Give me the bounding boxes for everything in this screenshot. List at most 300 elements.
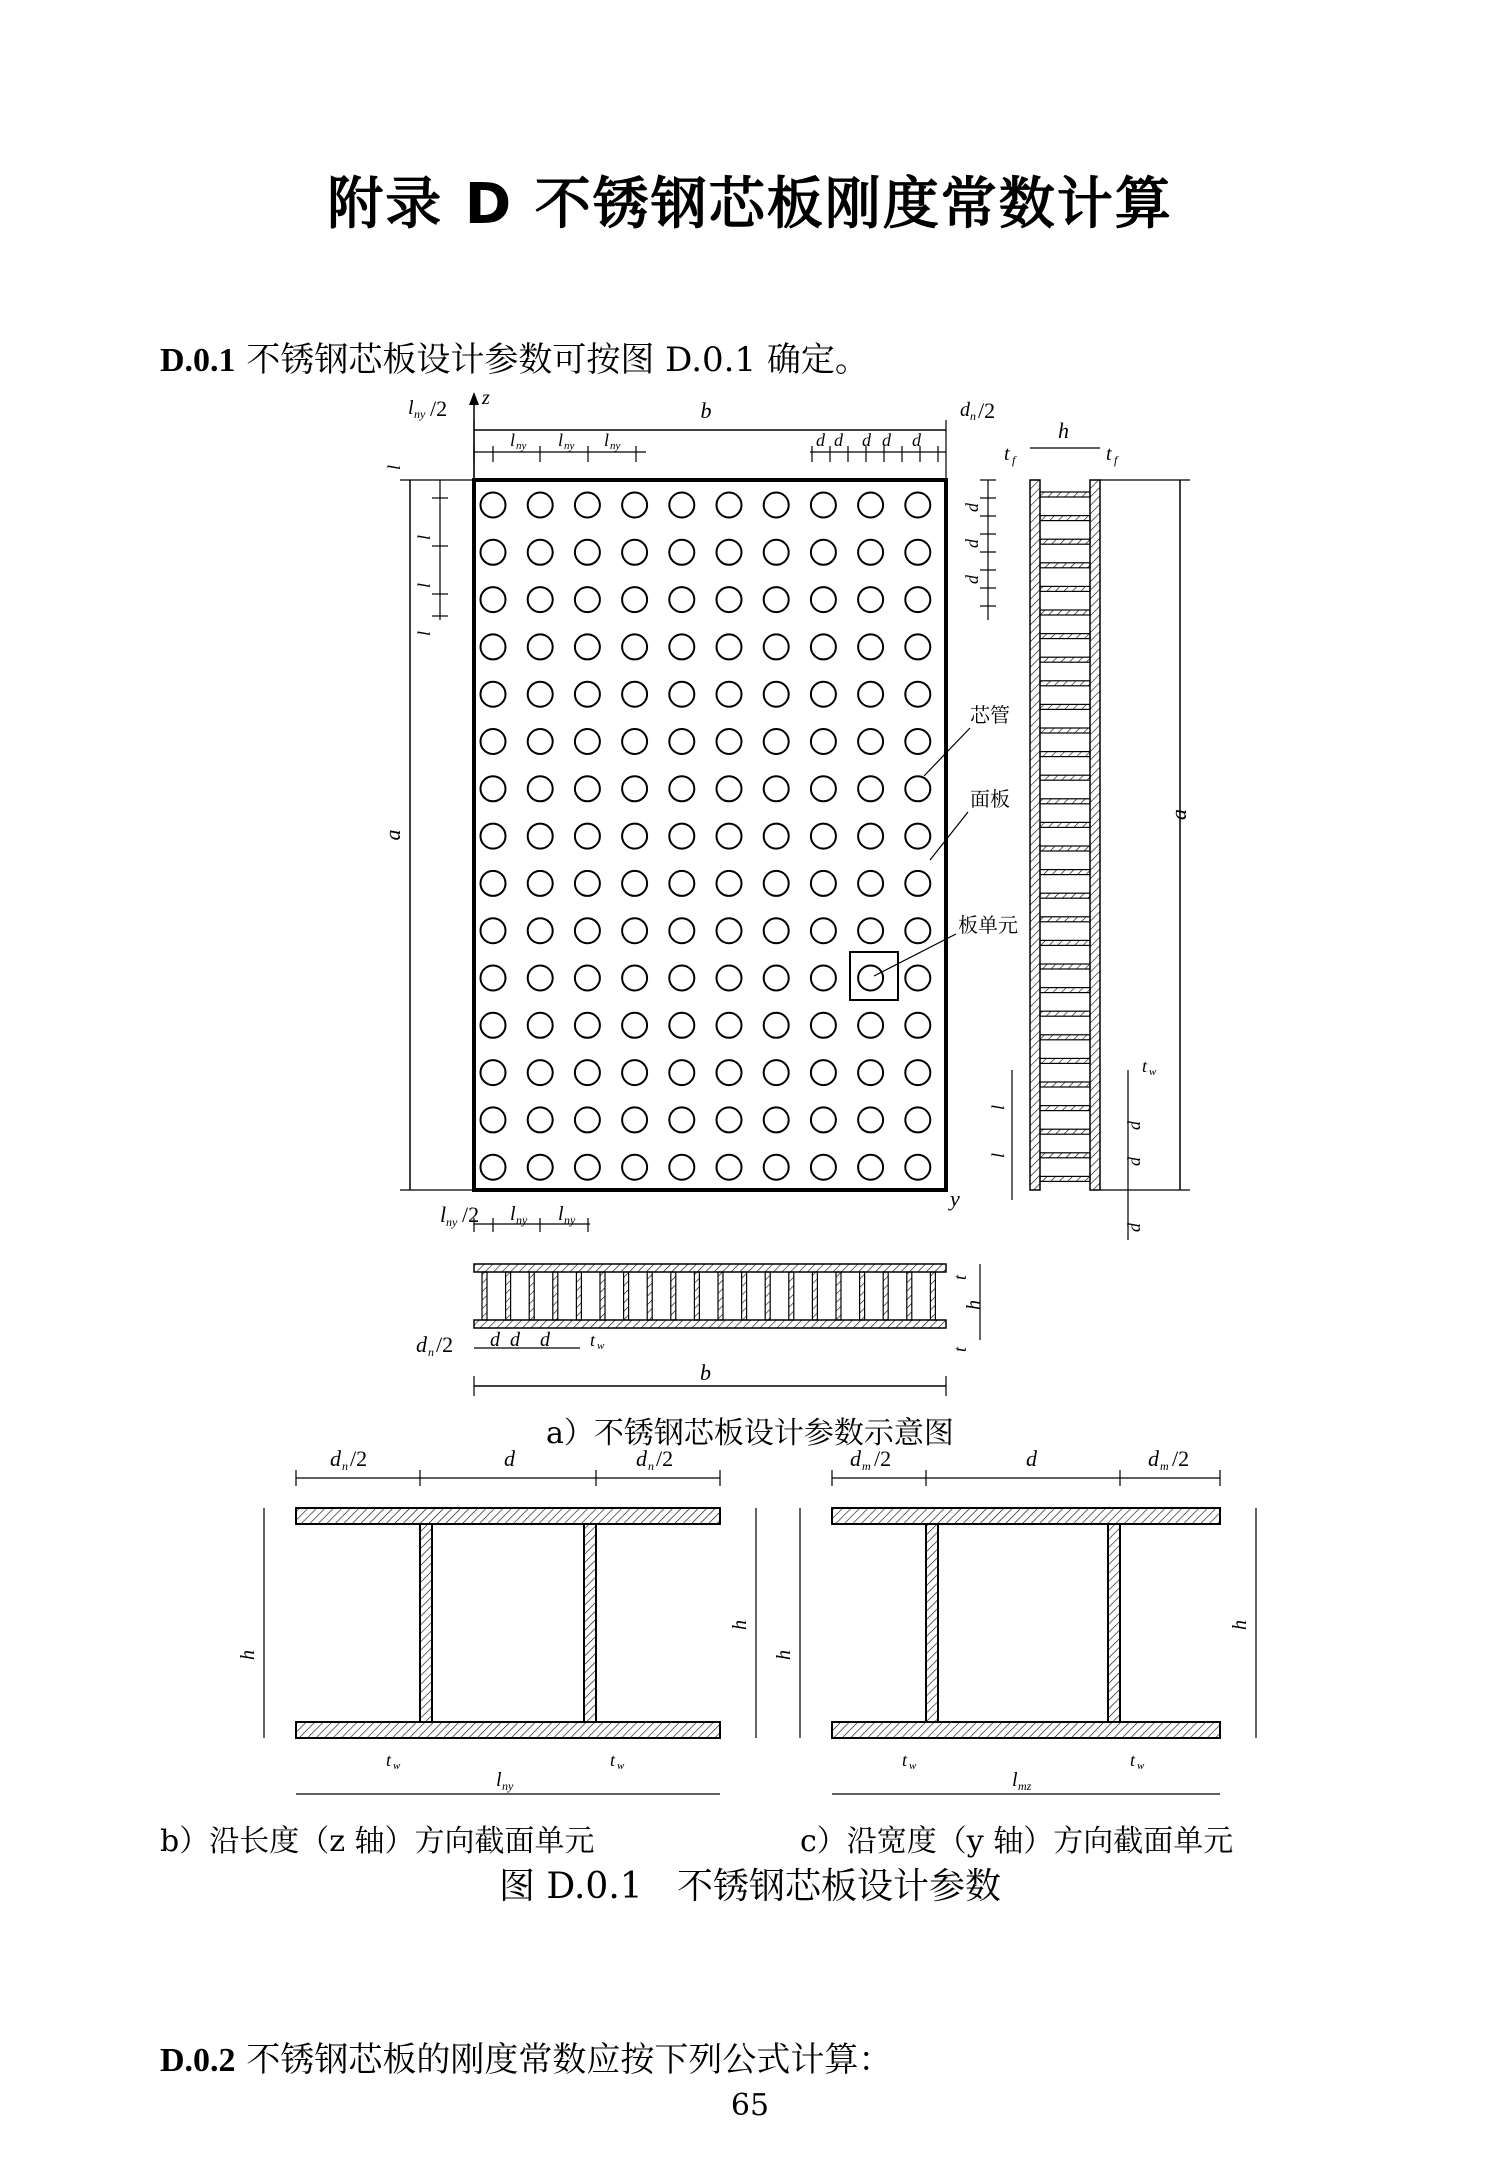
svg-text:d: d bbox=[510, 1329, 520, 1351]
core-tube bbox=[811, 1013, 836, 1038]
core-tube bbox=[481, 634, 506, 659]
svg-text:mz: mz bbox=[1018, 1779, 1032, 1793]
svg-text:h: h bbox=[773, 1650, 795, 1660]
core-tube bbox=[528, 493, 553, 518]
core-tube bbox=[622, 824, 647, 849]
core-tube bbox=[717, 682, 742, 707]
core-tube bbox=[858, 1060, 883, 1085]
svg-text:d: d bbox=[416, 1332, 427, 1357]
side-web bbox=[1040, 846, 1090, 851]
core-tube bbox=[481, 682, 506, 707]
core-tube bbox=[811, 634, 836, 659]
core-tube bbox=[575, 729, 600, 754]
svg-text:d: d bbox=[962, 539, 982, 548]
svg-text:d: d bbox=[912, 430, 921, 450]
svg-text:l: l bbox=[408, 397, 414, 419]
core-tube bbox=[481, 871, 506, 896]
svg-text:d: d bbox=[490, 1329, 500, 1351]
side-web bbox=[1040, 775, 1090, 780]
core-tube bbox=[905, 587, 930, 612]
core-tube bbox=[764, 918, 789, 943]
core-tube bbox=[481, 776, 506, 801]
core-tube bbox=[764, 776, 789, 801]
svg-text:/2: /2 bbox=[436, 1332, 454, 1357]
core-tube bbox=[858, 729, 883, 754]
svg-text:l: l bbox=[1012, 1769, 1018, 1791]
core-tube bbox=[811, 776, 836, 801]
side-web bbox=[1040, 893, 1090, 898]
svg-text:l: l bbox=[414, 630, 434, 636]
plate-front-view bbox=[380, 387, 1018, 1232]
core-tube bbox=[811, 1155, 836, 1180]
side-web bbox=[1040, 610, 1090, 615]
svg-text:f: f bbox=[1012, 453, 1016, 467]
core-tube bbox=[622, 1060, 647, 1085]
svg-text:d: d bbox=[962, 575, 982, 584]
core-tube bbox=[764, 871, 789, 896]
core-tube bbox=[717, 1107, 742, 1132]
core-tube bbox=[905, 824, 930, 849]
core-tube bbox=[528, 1155, 553, 1180]
core-tube bbox=[858, 824, 883, 849]
side-web bbox=[1040, 1176, 1090, 1181]
core-tube bbox=[905, 1107, 930, 1132]
section-unit-b bbox=[237, 1446, 756, 1794]
svg-text:d: d bbox=[882, 430, 891, 450]
core-tube bbox=[764, 1060, 789, 1085]
svg-text:l: l bbox=[988, 1104, 1008, 1110]
bottom-web bbox=[553, 1272, 558, 1320]
side-web bbox=[1040, 940, 1090, 945]
bottom-web bbox=[506, 1272, 511, 1320]
svg-text:l: l bbox=[510, 430, 516, 450]
core-tube bbox=[717, 966, 742, 991]
core-tube bbox=[764, 1013, 789, 1038]
svg-text:d: d bbox=[1026, 1446, 1037, 1471]
side-web bbox=[1040, 988, 1090, 993]
core-tube bbox=[811, 729, 836, 754]
core-tube bbox=[669, 871, 694, 896]
side-web bbox=[1040, 539, 1090, 544]
core-tube bbox=[858, 682, 883, 707]
svg-text:ny: ny bbox=[610, 440, 621, 452]
core-tube bbox=[575, 871, 600, 896]
section-d02 bbox=[160, 2032, 892, 2081]
bottom-web bbox=[529, 1272, 534, 1320]
core-tube bbox=[811, 966, 836, 991]
bottom-web bbox=[482, 1272, 487, 1320]
svg-text:/2: /2 bbox=[978, 398, 996, 423]
svg-text:t: t bbox=[1106, 443, 1112, 465]
core-tube bbox=[811, 682, 836, 707]
svg-text:l: l bbox=[558, 430, 564, 450]
side-web bbox=[1040, 1129, 1090, 1134]
svg-text:d: d bbox=[850, 1446, 861, 1471]
plate-bottom-section bbox=[416, 1264, 985, 1396]
svg-text:ny: ny bbox=[516, 440, 527, 452]
core-tube bbox=[575, 540, 600, 565]
core-tube bbox=[528, 634, 553, 659]
core-tube bbox=[764, 824, 789, 849]
svg-text:ny: ny bbox=[446, 1215, 458, 1229]
core-tube bbox=[575, 1060, 600, 1085]
side-web bbox=[1040, 681, 1090, 686]
svg-text:ny: ny bbox=[502, 1779, 514, 1793]
core-tube bbox=[622, 729, 647, 754]
core-tube bbox=[575, 918, 600, 943]
core-tube bbox=[481, 966, 506, 991]
core-tube bbox=[905, 682, 930, 707]
figure-name: 不锈钢芯板设计参数 bbox=[677, 1866, 1002, 1907]
core-tube bbox=[622, 966, 647, 991]
core-tube bbox=[764, 966, 789, 991]
core-tube bbox=[669, 1060, 694, 1085]
core-tube bbox=[528, 966, 553, 991]
core-tube bbox=[811, 918, 836, 943]
svg-text:/2: /2 bbox=[462, 1202, 480, 1227]
bottom-web bbox=[907, 1272, 912, 1320]
core-tube bbox=[622, 634, 647, 659]
core-tube bbox=[905, 540, 930, 565]
core-tube bbox=[717, 493, 742, 518]
core-tube bbox=[622, 918, 647, 943]
core-tube bbox=[528, 1013, 553, 1038]
core-tube bbox=[481, 587, 506, 612]
core-tube bbox=[858, 1107, 883, 1132]
svg-text:d: d bbox=[330, 1446, 341, 1471]
svg-text:h: h bbox=[1058, 418, 1069, 443]
bottom-web bbox=[576, 1272, 581, 1320]
core-tube bbox=[905, 493, 930, 518]
core-tube bbox=[669, 634, 694, 659]
core-tube bbox=[669, 729, 694, 754]
svg-text:h: h bbox=[237, 1650, 259, 1660]
core-tube bbox=[858, 966, 883, 991]
core-tube bbox=[528, 729, 553, 754]
svg-text:l: l bbox=[384, 464, 404, 470]
svg-text:t: t bbox=[610, 1750, 616, 1770]
label-plate-unit: 板单元 bbox=[958, 915, 1018, 937]
core-tube bbox=[481, 540, 506, 565]
core-tube bbox=[811, 540, 836, 565]
core-tube bbox=[622, 1155, 647, 1180]
core-tube bbox=[905, 1013, 930, 1038]
core-tube bbox=[764, 587, 789, 612]
bottom-web bbox=[860, 1272, 865, 1320]
svg-text:l: l bbox=[414, 582, 434, 588]
svg-text:ny: ny bbox=[564, 440, 575, 452]
core-tube bbox=[622, 587, 647, 612]
core-tube bbox=[528, 682, 553, 707]
svg-text:d: d bbox=[834, 430, 843, 450]
svg-text:t: t bbox=[1004, 443, 1010, 465]
section-number: D.0.1 bbox=[160, 342, 236, 379]
side-web bbox=[1040, 917, 1090, 922]
core-tube bbox=[905, 871, 930, 896]
side-web bbox=[1040, 634, 1090, 639]
core-tube bbox=[764, 682, 789, 707]
core-tube bbox=[764, 634, 789, 659]
side-web bbox=[1040, 870, 1090, 875]
core-tube bbox=[575, 1107, 600, 1132]
page-number: 65 bbox=[730, 2088, 770, 2123]
core-tube bbox=[811, 493, 836, 518]
svg-text:d: d bbox=[962, 503, 982, 512]
svg-text:h: h bbox=[729, 1620, 751, 1630]
svg-text:h: h bbox=[963, 1300, 985, 1310]
svg-text:d: d bbox=[960, 399, 970, 421]
side-web bbox=[1040, 1058, 1090, 1063]
svg-text:t: t bbox=[1130, 1750, 1136, 1770]
svg-text:n: n bbox=[648, 1459, 654, 1473]
bottom-web bbox=[930, 1272, 935, 1320]
side-web bbox=[1040, 964, 1090, 969]
label-core-tube: 芯管 bbox=[970, 705, 1010, 727]
core-tube bbox=[669, 824, 694, 849]
core-tube bbox=[905, 634, 930, 659]
core-tube bbox=[858, 776, 883, 801]
svg-text:/2: /2 bbox=[430, 396, 448, 421]
svg-text:/2: /2 bbox=[1172, 1446, 1190, 1471]
core-tube bbox=[717, 1013, 742, 1038]
svg-text:/2: /2 bbox=[350, 1446, 368, 1471]
svg-text:w: w bbox=[909, 1760, 917, 1772]
core-tube bbox=[481, 918, 506, 943]
core-tube bbox=[528, 1107, 553, 1132]
bottom-web bbox=[765, 1272, 770, 1320]
core-tube bbox=[622, 493, 647, 518]
section-text: 不锈钢芯板的刚度常数应按下列公式计算： bbox=[235, 2040, 893, 2080]
svg-text:ny: ny bbox=[516, 1213, 528, 1227]
label-face-plate: 面板 bbox=[970, 789, 1010, 811]
core-tube bbox=[858, 1013, 883, 1038]
svg-text:l: l bbox=[988, 1152, 1008, 1158]
core-tube bbox=[622, 540, 647, 565]
side-web bbox=[1040, 1106, 1090, 1111]
core-tube bbox=[905, 918, 930, 943]
bottom-web bbox=[694, 1272, 699, 1320]
caption-a: a）不锈钢芯板设计参数示意图 bbox=[546, 1416, 954, 1451]
core-tube bbox=[858, 540, 883, 565]
svg-text:w: w bbox=[1137, 1760, 1145, 1772]
core-tube bbox=[717, 871, 742, 896]
core-tube bbox=[905, 1155, 930, 1180]
side-web bbox=[1040, 563, 1090, 568]
svg-text:d: d bbox=[862, 430, 871, 450]
core-tube bbox=[858, 587, 883, 612]
side-web bbox=[1040, 1011, 1090, 1016]
core-tube bbox=[669, 1013, 694, 1038]
svg-text:d: d bbox=[1124, 1121, 1144, 1130]
bottom-web bbox=[742, 1272, 747, 1320]
svg-text:f: f bbox=[1114, 453, 1118, 467]
side-web bbox=[1040, 492, 1090, 497]
svg-text:l: l bbox=[496, 1769, 502, 1791]
core-tube-grid bbox=[481, 493, 931, 1180]
core-tube bbox=[811, 871, 836, 896]
svg-text:t: t bbox=[950, 1346, 970, 1352]
plate-side-view bbox=[988, 418, 1191, 1240]
core-tube bbox=[481, 1060, 506, 1085]
core-tube bbox=[575, 824, 600, 849]
svg-text:t: t bbox=[1142, 1056, 1148, 1076]
figure-title bbox=[0, 1858, 1500, 1909]
core-tube bbox=[764, 1155, 789, 1180]
svg-text:b: b bbox=[700, 1360, 711, 1385]
svg-text:w: w bbox=[617, 1760, 625, 1772]
core-tube bbox=[622, 1013, 647, 1038]
side-web bbox=[1040, 704, 1090, 709]
core-tube bbox=[905, 1060, 930, 1085]
svg-text:t: t bbox=[386, 1750, 392, 1770]
svg-text:/2: /2 bbox=[656, 1446, 674, 1471]
bottom-web bbox=[671, 1272, 676, 1320]
core-tube bbox=[622, 776, 647, 801]
caption-c: c）沿宽度（y 轴）方向截面单元 bbox=[800, 1824, 1234, 1859]
bottom-web bbox=[836, 1272, 841, 1320]
core-tube bbox=[528, 1060, 553, 1085]
svg-text:d: d bbox=[540, 1329, 550, 1351]
core-tube bbox=[575, 966, 600, 991]
svg-text:l: l bbox=[414, 534, 434, 540]
svg-text:w: w bbox=[1149, 1066, 1157, 1078]
core-tube bbox=[481, 824, 506, 849]
bottom-web bbox=[812, 1272, 817, 1320]
bottom-web bbox=[883, 1272, 888, 1320]
core-tube bbox=[717, 776, 742, 801]
core-tube bbox=[575, 634, 600, 659]
core-tube bbox=[905, 966, 930, 991]
svg-text:l: l bbox=[604, 430, 610, 450]
core-tube bbox=[811, 1107, 836, 1132]
core-tube bbox=[669, 1155, 694, 1180]
svg-text:w: w bbox=[597, 1340, 605, 1352]
core-tube bbox=[717, 540, 742, 565]
side-web bbox=[1040, 657, 1090, 662]
svg-text:n: n bbox=[342, 1459, 348, 1473]
svg-text:d: d bbox=[1148, 1446, 1159, 1471]
core-tube bbox=[811, 824, 836, 849]
core-tube bbox=[717, 634, 742, 659]
core-tube bbox=[717, 1060, 742, 1085]
figure-number: 图 D.0.1 bbox=[498, 1866, 643, 1907]
core-tube bbox=[528, 918, 553, 943]
core-tube bbox=[858, 918, 883, 943]
core-tube bbox=[481, 729, 506, 754]
svg-text:t: t bbox=[590, 1330, 596, 1350]
core-tube bbox=[669, 682, 694, 707]
svg-text:m: m bbox=[1160, 1459, 1169, 1473]
svg-text:l: l bbox=[510, 1203, 516, 1225]
core-tube bbox=[481, 1013, 506, 1038]
core-tube bbox=[764, 1107, 789, 1132]
core-tube bbox=[764, 540, 789, 565]
core-tube bbox=[717, 1155, 742, 1180]
svg-text:l: l bbox=[440, 1202, 447, 1227]
core-tube bbox=[481, 1155, 506, 1180]
caption-b: b）沿长度（z 轴）方向截面单元 bbox=[160, 1824, 595, 1859]
svg-text:n: n bbox=[970, 409, 976, 423]
svg-text:t: t bbox=[902, 1750, 908, 1770]
core-tube bbox=[858, 634, 883, 659]
bottom-web bbox=[789, 1272, 794, 1320]
core-tube bbox=[575, 1155, 600, 1180]
side-web bbox=[1040, 1153, 1090, 1158]
svg-text:a: a bbox=[1166, 809, 1191, 820]
svg-text:h: h bbox=[1229, 1620, 1251, 1630]
core-tube bbox=[669, 966, 694, 991]
bottom-web bbox=[600, 1272, 605, 1320]
core-tube bbox=[528, 776, 553, 801]
core-tube bbox=[528, 824, 553, 849]
svg-text:d: d bbox=[816, 430, 825, 450]
core-tube bbox=[811, 587, 836, 612]
svg-text:z: z bbox=[482, 387, 490, 409]
core-tube bbox=[481, 493, 506, 518]
core-tube bbox=[905, 729, 930, 754]
core-tube bbox=[575, 1013, 600, 1038]
core-tube bbox=[717, 824, 742, 849]
svg-text:d: d bbox=[1124, 1223, 1144, 1232]
core-tube bbox=[717, 587, 742, 612]
svg-text:d: d bbox=[504, 1446, 515, 1471]
page-title: 附录 D 不锈钢芯板刚度常数计算 bbox=[327, 172, 1173, 237]
core-tube bbox=[575, 587, 600, 612]
side-web bbox=[1040, 516, 1090, 521]
side-web bbox=[1040, 586, 1090, 591]
core-tube bbox=[575, 776, 600, 801]
svg-text:d: d bbox=[636, 1446, 647, 1471]
core-tube bbox=[622, 1107, 647, 1132]
svg-text:m: m bbox=[862, 1459, 871, 1473]
core-tube bbox=[669, 587, 694, 612]
core-tube bbox=[622, 871, 647, 896]
core-tube bbox=[905, 776, 930, 801]
core-tube bbox=[575, 682, 600, 707]
core-tube bbox=[622, 682, 647, 707]
side-web bbox=[1040, 1035, 1090, 1040]
core-tube bbox=[717, 918, 742, 943]
core-tube bbox=[858, 1155, 883, 1180]
side-web bbox=[1040, 799, 1090, 804]
core-tube bbox=[669, 776, 694, 801]
side-web bbox=[1040, 822, 1090, 827]
bottom-web bbox=[647, 1272, 652, 1320]
bottom-web bbox=[624, 1272, 629, 1320]
core-tube bbox=[764, 493, 789, 518]
core-tube bbox=[528, 540, 553, 565]
section-text: 不锈钢芯板设计参数可按图 D.0.1 确定。 bbox=[235, 340, 869, 380]
core-tube bbox=[669, 540, 694, 565]
side-web bbox=[1040, 752, 1090, 757]
side-web bbox=[1040, 728, 1090, 733]
svg-text:b: b bbox=[700, 398, 712, 423]
core-tube bbox=[669, 918, 694, 943]
bottom-web bbox=[718, 1272, 723, 1320]
svg-text:w: w bbox=[393, 1760, 401, 1772]
core-tube bbox=[669, 493, 694, 518]
core-tube bbox=[528, 587, 553, 612]
svg-text:d: d bbox=[1124, 1157, 1144, 1166]
section-unit-c bbox=[773, 1446, 1256, 1794]
svg-text:y: y bbox=[950, 1186, 960, 1211]
svg-text:n: n bbox=[428, 1345, 434, 1359]
svg-text:a: a bbox=[380, 829, 405, 841]
core-tube bbox=[528, 871, 553, 896]
svg-text:ny: ny bbox=[564, 1213, 576, 1227]
core-tube bbox=[481, 1107, 506, 1132]
core-tube bbox=[575, 493, 600, 518]
